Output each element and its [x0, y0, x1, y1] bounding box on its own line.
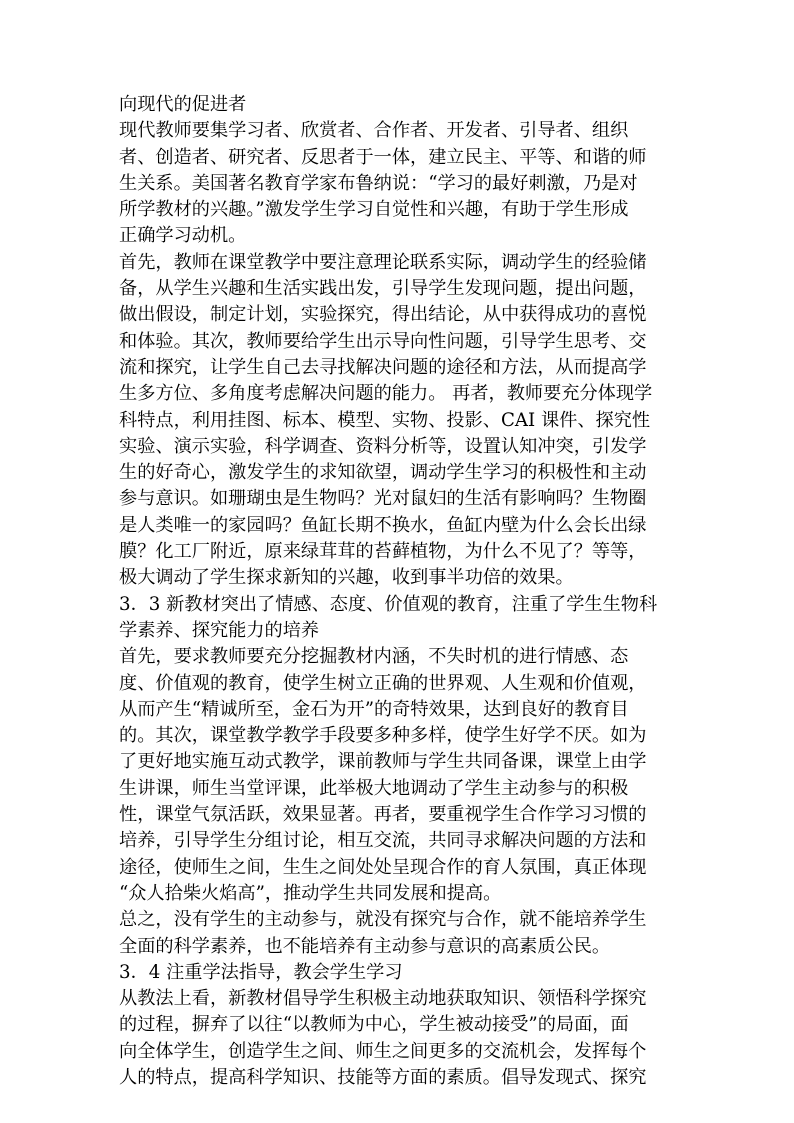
text-line: 生关系。美国著名教育学家布鲁纳说：“学习的最好刺激，乃是对 — [119, 172, 638, 194]
text-line: 生的好奇心，激发学生的求知欲望，调动学生学习的积极性和主动 — [119, 462, 647, 484]
text-line: 学素养、探究能力的培养 — [119, 619, 320, 641]
text-line: 极大调动了学生探求新知的兴趣，收到事半功倍的效果。 — [119, 567, 574, 589]
text-line: 现代教师要集学习者、欣赏者、合作者、开发者、引导者、组织 — [119, 120, 629, 142]
text-line: 所学教材的兴趣。”激发学生学习自觉性和兴趣，有助于学生形成 — [119, 199, 629, 221]
text-line: 膜？化工厂附近，原来绿茸茸的苔藓植物，为什么不见了？等等， — [119, 541, 647, 563]
text-line: 是人类唯一的家园吗？鱼缸长期不换水，鱼缸内壁为什么会长出绿 — [119, 514, 647, 536]
text-line: 流和探究，让学生自己去寻找解决问题的途径和方法，从而提高学 — [119, 356, 647, 378]
paragraph — [119, 250, 679, 592]
paragraph — [119, 644, 679, 907]
text-line: 培养，引导学生分组讨论，相互交流，共同寻求解决问题的方法和 — [119, 830, 647, 852]
text-line: 度、价值观的教育，使学生树立正确的世界观、人生观和价值观， — [119, 672, 647, 694]
paragraph — [119, 986, 679, 1091]
text-line: 总之，没有学生的主动参与，就没有探究与合作，就不能培养学生 — [119, 909, 647, 931]
text-line: 参与意识。如珊瑚虫是生物吗？光对鼠妇的生活有影响吗？生物圈 — [119, 488, 647, 510]
text-line: 3．4 注重学法指导，教会学生学习 — [119, 961, 403, 983]
paragraph — [119, 92, 679, 118]
document-body — [119, 92, 679, 1091]
section-heading — [119, 592, 679, 645]
text-line: “众人拾柴火焰高”，推动学生共同发展和提高。 — [119, 882, 502, 904]
text-line: 向现代的促进者 — [119, 94, 247, 115]
text-line: 和体验。其次，教师要给学生出示导向性问题，引导学生思考、交 — [119, 330, 647, 352]
text-line: 了更好地实施互动式教学，课前教师与学生共同备课，课堂上由学 — [119, 751, 647, 773]
text-line: 3．3 新教材突出了情感、态度、价值观的教育，注重了学生生物科 — [119, 593, 658, 615]
text-line: 生讲课，师生当堂评课，此举极大地调动了学生主动参与的积极 — [119, 777, 629, 799]
text-line: 从教法上看，新教材倡导学生积极主动地获取知识、领悟科学探究 — [119, 988, 647, 1010]
text-line: 向全体学生，创造学生之间、师生之间更多的交流机会，发挥每个 — [119, 1040, 647, 1062]
text-line: 从而产生“精诚所至，金石为开”的奇特效果，达到良好的教育目 — [119, 698, 629, 720]
text-line: 性，课堂气氛活跃，效果显著。再者，要重视学生合作学习习惯的 — [119, 804, 647, 826]
text-line: 做出假设，制定计划，实验探究，得出结论，从中获得成功的喜悦 — [119, 304, 647, 326]
document-page — [119, 92, 679, 1091]
text-line: 首先，要求教师要充分挖掘教材内涵，不失时机的进行情感、态 — [119, 646, 629, 668]
text-line: 生多方位、多角度考虑解决问题的能力。 再者，教师要充分体现学 — [119, 383, 653, 405]
paragraph — [119, 118, 679, 249]
text-line: 备，从学生兴趣和生活实践出发，引导学生发现问题，提出问题， — [119, 278, 647, 300]
text-line: 科特点，利用挂图、标本、模型、实物、投影、CAI 课件、探究性 — [119, 409, 651, 431]
text-line: 首先，教师在课堂教学中要注意理论联系实际，调动学生的经验储 — [119, 251, 647, 273]
text-line: 途径，使师生之间，生生之间处处呈现合作的育人氛围，真正体现 — [119, 856, 647, 878]
paragraph — [119, 907, 679, 960]
text-line: 的过程，摒弃了以往“以教师为中心，学生被动接受”的局面，面 — [119, 1014, 629, 1036]
text-line: 人的特点，提高科学知识、技能等方面的素质。倡导发现式、探究 — [119, 1066, 647, 1088]
section-heading — [119, 960, 679, 986]
text-line: 者、创造者、研究者、反思者于一体，建立民主、平等、和谐的师 — [119, 146, 647, 168]
text-line: 实验、演示实验，科学调查、资料分析等，设置认知冲突，引发学 — [119, 435, 647, 457]
text-line: 的。其次，课堂教学教学手段要多种多样，使学生好学不厌。如为 — [119, 725, 647, 747]
text-line: 正确学习动机。 — [119, 225, 247, 247]
text-line: 全面的科学素养，也不能培养有主动参与意识的高素质公民。 — [119, 935, 611, 957]
